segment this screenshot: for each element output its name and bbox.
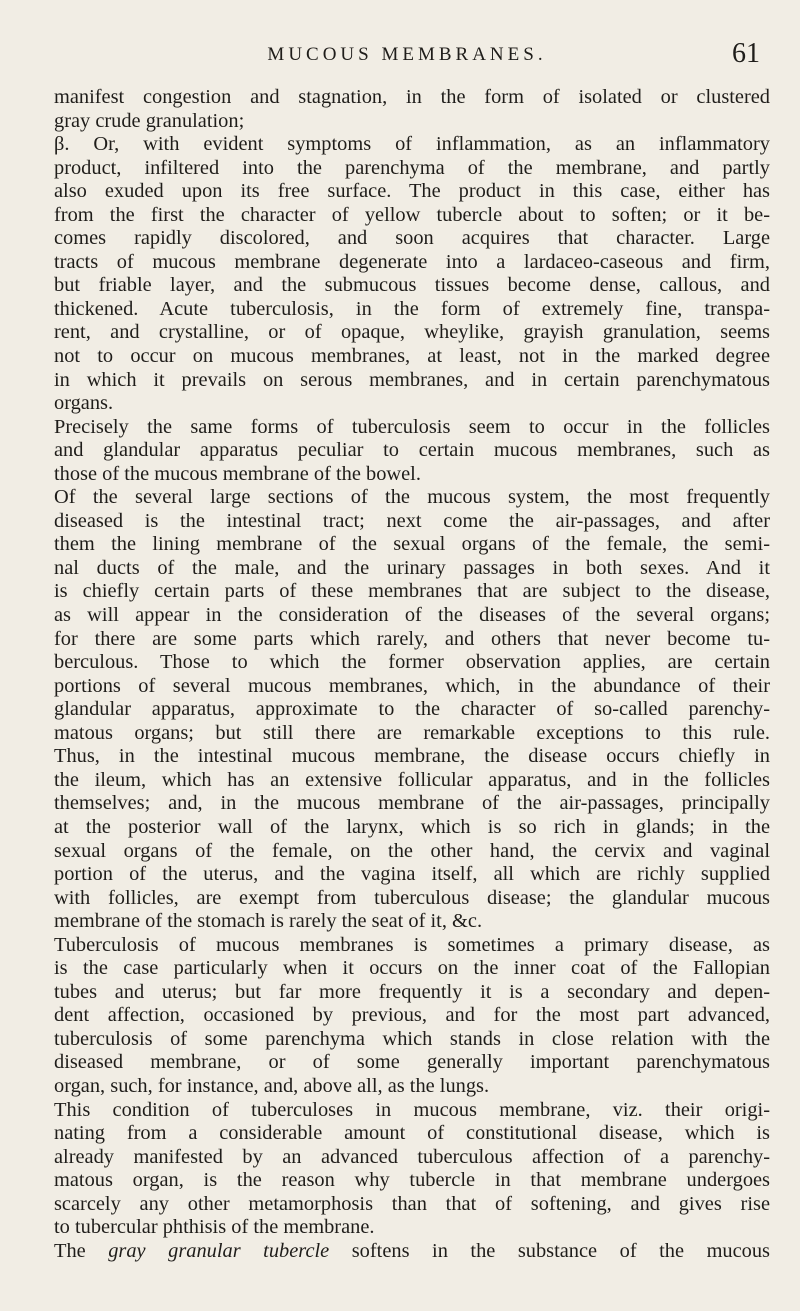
final-line-italic: gray granular tubercle	[108, 1239, 330, 1262]
text-line: rent, and crystalline, or of opaque, wheylike, grayish granulation, seems	[54, 321, 770, 344]
running-title: MUCOUS MEMBRANES.	[267, 44, 547, 65]
page-header	[54, 38, 760, 72]
text-line: product, infiltered into the parenchyma of the membrane, and partly	[54, 156, 770, 179]
text-line: tubes and uterus; but far more frequently it is a secondary and depen-	[54, 980, 770, 1003]
text-line: Tuberculosis of mucous membranes is sometimes a primary disease, as	[54, 933, 770, 956]
text-line: also exuded upon its free surface. The product in this case, either has	[54, 180, 770, 203]
text-line: is chiefly certain parts of these membranes that are subject to the disease,	[54, 580, 770, 603]
text-line: at the posterior wall of the larynx, which is so rich in glands; in the	[54, 815, 770, 838]
text-line: from the first the character of yellow tubercle about to soften; or it be-	[54, 203, 770, 226]
text-line: organ, such, for instance, and, above all, as the lungs.	[54, 1074, 490, 1097]
text-line: comes rapidly discolored, and soon acquires that character. Large	[54, 227, 770, 250]
text-line: scarcely any other metamorphosis than that of softening, and gives rise	[54, 1192, 770, 1215]
text-line: β. Or, with evident symptoms of inflammation, as an inflammatory	[54, 133, 770, 156]
text-line: to tubercular phthisis of the membrane.	[54, 1216, 375, 1239]
page-number: 61	[732, 38, 760, 69]
text-line: nal ducts of the male, and the urinary passages in both sexes. And it	[54, 556, 770, 579]
text-line: dent affection, occasioned by previous, and for the most part advanced,	[54, 1004, 770, 1027]
text-line: and glandular apparatus peculiar to certain mucous membranes, such as	[54, 439, 770, 462]
text-line: glandular apparatus, approximate to the character of so-called parenchy-	[54, 698, 770, 721]
text-line: as will appear in the consideration of the diseases of the several organs;	[54, 604, 770, 627]
text-line: matous organ, is the reason why tubercle in that membrane undergoes	[54, 1169, 770, 1192]
final-line-before: The	[54, 1239, 109, 1262]
text-line: tracts of mucous membrane degenerate into a lardaceo-caseous and firm,	[54, 250, 770, 273]
final-line	[54, 1240, 770, 1264]
text-line: is the case particularly when it occurs on the inner coat of the Fallopian	[54, 957, 770, 980]
text-line: nating from a considerable amount of constitutional disease, which is	[54, 1122, 770, 1145]
text-line: thickened. Acute tuberculosis, in the form of extremely fine, transpa-	[54, 297, 770, 320]
text-line: not to occur on mucous membranes, at least, not in the marked degree	[54, 345, 770, 368]
text-line: them the lining membrane of the sexual organs of the female, the semi-	[54, 533, 770, 556]
text-line: sexual organs of the female, on the other hand, the cervix and vaginal	[54, 839, 770, 862]
text-line: manifest congestion and stagnation, in the form of isolated or clustered	[54, 86, 770, 108]
text-line: portion of the uterus, and the vagina itself, all which are richly supplied	[54, 863, 770, 886]
text-line: This condition of tuberculoses in mucous membrane, viz. their origi-	[54, 1098, 770, 1121]
text-line: with follicles, are exempt from tuberculous disease; the glandular mucous	[54, 886, 770, 909]
final-line-after: softens in the substance of the mucous	[329, 1239, 770, 1262]
text-line: Thus, in the intestinal mucous membrane, the disease occurs chiefly in	[54, 745, 770, 768]
text-line: already manifested by an advanced tuberculous affection of a parenchy-	[54, 1145, 770, 1168]
text-line: gray crude granulation;	[54, 109, 245, 132]
text-line: Precisely the same forms of tuberculosis seem to occur in the follicles	[54, 415, 770, 438]
text-line: membrane of the stomach is rarely the seat of it, &c.	[54, 910, 483, 933]
text-line: matous organs; but still there are remarkable exceptions to this rule.	[54, 721, 770, 744]
text-line: Of the several large sections of the mucous system, the most frequently	[54, 486, 770, 509]
text-line: portions of several mucous membranes, which, in the abundance of their	[54, 674, 770, 697]
text-line: organs.	[54, 392, 114, 415]
text-line: but friable layer, and the submucous tissues become dense, callous, and	[54, 274, 770, 297]
text-line: diseased membrane, or of some generally important parenchymatous	[54, 1051, 770, 1074]
text-line: themselves; and, in the mucous membrane of the air-passages, principally	[54, 792, 770, 815]
body-text	[54, 86, 770, 1263]
text-line: for there are some parts which rarely, and others that never become tu-	[54, 627, 770, 650]
text-line: tuberculosis of some parenchyma which stands in close relation with the	[54, 1027, 770, 1050]
text-line: berculous. Those to which the former observation applies, are certain	[54, 651, 770, 674]
text-line: in which it prevails on serous membranes, and in certain parenchymatous	[54, 368, 770, 391]
text-line: diseased is the intestinal tract; next come the air-passages, and after	[54, 509, 770, 532]
text-line: the ileum, which has an extensive follicular apparatus, and in the follicles	[54, 768, 770, 791]
text-line: those of the mucous membrane of the bowel.	[54, 462, 421, 485]
